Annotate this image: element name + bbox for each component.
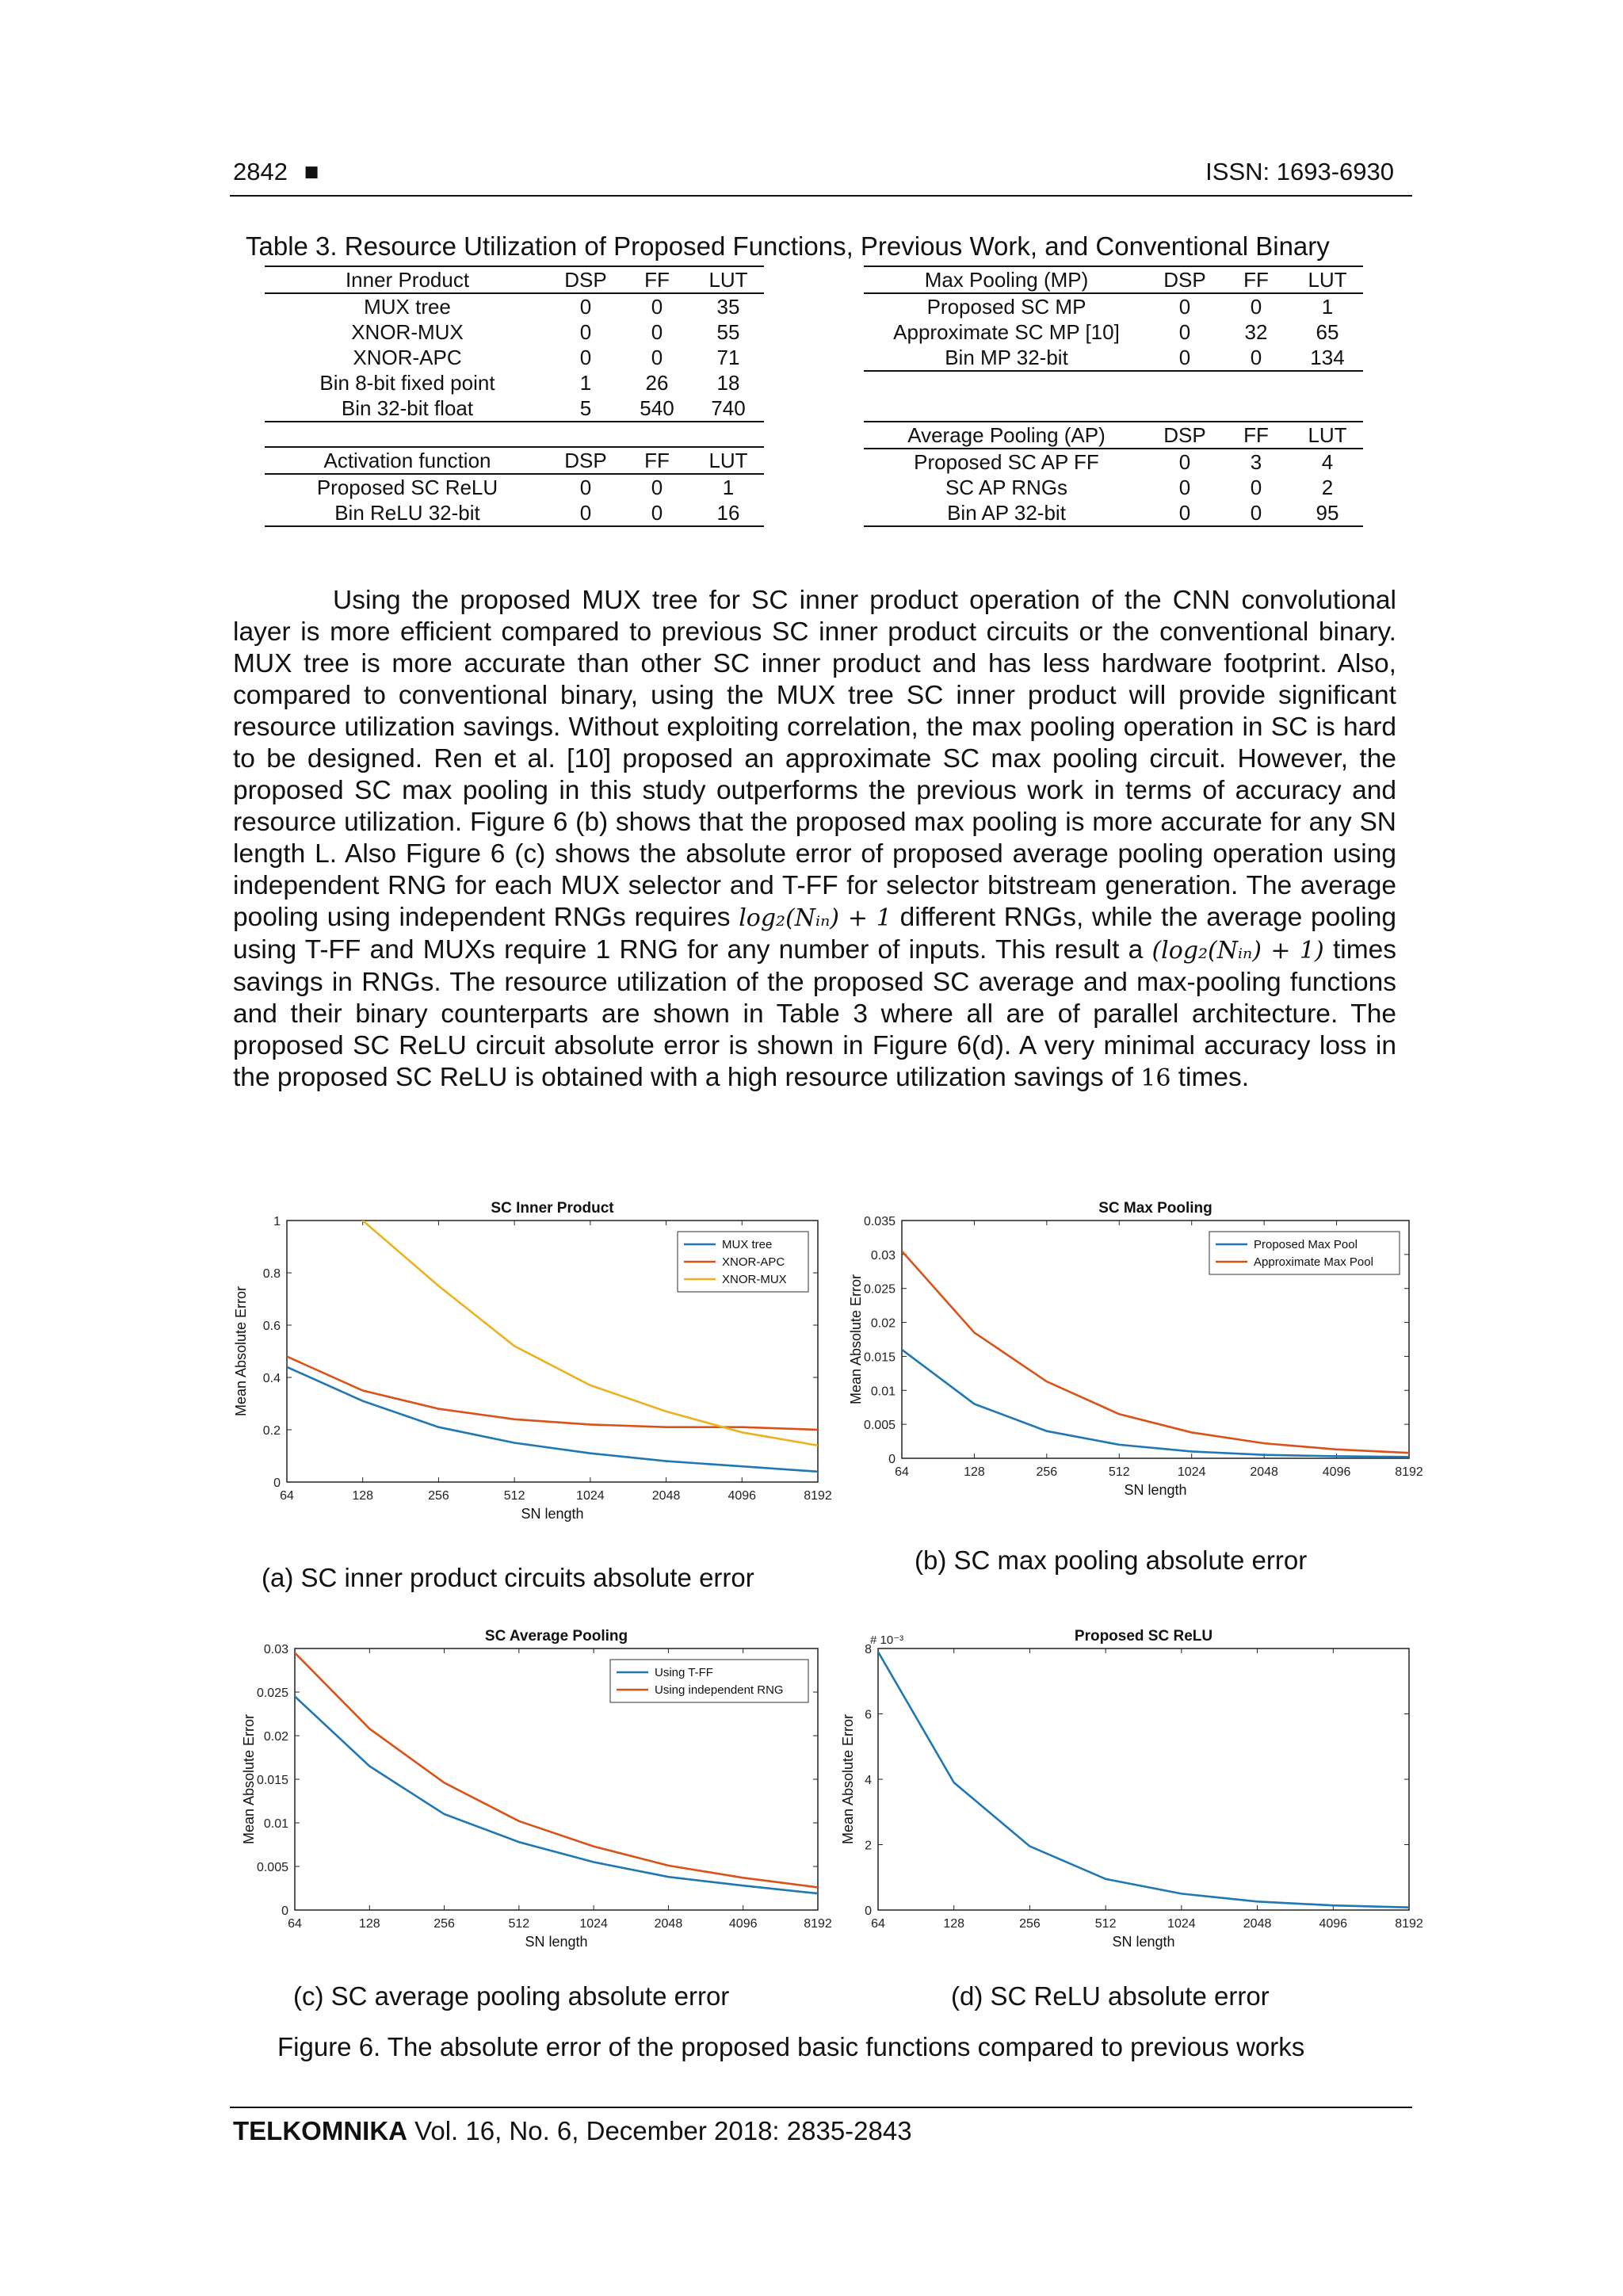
subcaption-c: (c) SC average pooling absolute error [293,1981,730,2011]
x-axis-label: SN length [521,1506,584,1522]
x-tick-label: 256 [428,1489,449,1503]
table-cell: 95 [1292,500,1363,526]
x-tick-label: 128 [943,1917,965,1931]
body-text-2: different RNGs, while the average pooling using T-FF and MUXs require 1 RNG for any number of inputs. This result a [233,903,1396,965]
y-tick-label: 0 [865,1904,872,1918]
issn: ISSN: 1693-6930 [1205,158,1394,185]
avg-pooling-table [864,421,1363,527]
x-tick-label: 256 [433,1917,455,1931]
footer [233,2116,912,2146]
y-tick-label: 0.005 [863,1419,896,1433]
x-tick-label: 4096 [1322,1465,1351,1479]
y-tick-label: 0.035 [863,1215,896,1228]
table-cell: 26 [645,371,669,395]
table-header: LUT [693,266,764,293]
table-row [265,319,764,345]
y-axis-label: Mean Absolute Error [848,1274,864,1405]
y-tick-label: 0.03 [263,1643,288,1656]
x-tick-label: 512 [1094,1917,1117,1931]
x-axis-label: SN length [1112,1934,1175,1950]
y-tick-label: 0.2 [262,1424,281,1438]
table-row [265,345,764,370]
legend-label: XNOR-APC [722,1255,785,1269]
table-cell: 0 [579,346,592,369]
x-tick-label: 1024 [1167,1917,1196,1931]
legend-label: Proposed Max Pool [1254,1238,1358,1251]
y-tick-label: 4 [865,1774,872,1787]
table-cell: 0 [1178,320,1191,344]
table-cell: Proposed SC MP [926,295,1086,319]
table-cell: Proposed SC ReLU [316,476,498,499]
table-header: DSP [550,266,621,293]
x-tick-label: 8192 [804,1917,832,1931]
chart-title: SC Max Pooling [1098,1200,1212,1217]
table-cell: 0 [579,476,592,499]
x-tick-label: 128 [358,1917,380,1931]
table-row [864,345,1363,371]
y-tick-label: 0.005 [256,1861,288,1874]
x-tick-label: 64 [895,1465,909,1479]
x-tick-label: 512 [503,1489,525,1503]
x-tick-label: 64 [280,1489,294,1503]
x-tick-label: 4096 [727,1489,757,1503]
table-cell: 0 [1178,295,1191,319]
table-cell: MUX tree [364,295,451,319]
table-cell: 1 [1321,295,1334,319]
subcaption-a: (a) SC inner product circuits absolute error [262,1563,754,1592]
table-cell: 18 [716,371,740,395]
table-row [864,293,1363,319]
math-log-expression: log₂(Nᵢₙ) + 1 [739,904,892,932]
legend-label: Using T-FF [655,1666,713,1679]
table-row [864,475,1363,500]
table-header: FF [621,447,693,474]
table-cell: Proposed SC AP FF [914,450,1099,474]
legend-label: MUX tree [722,1238,773,1251]
y-tick-label: 8 [865,1643,872,1656]
figure-caption: Figure 6. The absolute error of the proposed basic functions compared to previous works [277,2032,1305,2061]
table-cell: 4 [1321,450,1334,474]
footer-details: Vol. 16, No. 6, December 2018: 2835-2843 [407,2116,912,2145]
x-tick-label: 64 [871,1917,885,1931]
x-tick-label: 2048 [651,1489,681,1503]
x-tick-label: 2048 [1243,1917,1272,1931]
y-tick-label: 6 [865,1708,872,1722]
table-cell: 540 [621,395,693,422]
table-header: DSP [1149,422,1220,449]
table-cell: 0 [651,295,663,319]
y-tick-label: 0.4 [262,1372,281,1385]
table-cell: 0 [550,500,621,526]
x-tick-label: 128 [352,1489,374,1503]
table-cell: 3 [1250,450,1262,474]
chart-d [838,1617,1425,1962]
table-cell: SC AP RNGs [945,476,1068,499]
x-tick-label: 4096 [1319,1917,1348,1931]
table-header: FF [1220,422,1292,449]
table-header: LUT [693,447,764,474]
page-number [233,158,319,186]
table-cell: 0 [621,500,693,526]
table-cell: 0 [651,346,663,369]
y-tick-label: 0.8 [262,1267,281,1281]
table-header: Inner Product [265,266,550,293]
table-cell: 0 [1220,500,1292,526]
legend-label: Using independent RNG [655,1683,784,1697]
chart-title: SC Average Pooling [484,1628,628,1645]
table-row [265,370,764,395]
table-cell: XNOR-MUX [351,320,464,344]
x-tick-label: 64 [288,1917,302,1931]
table-row [864,319,1363,345]
table-header: LUT [1292,266,1363,293]
x-tick-label: 1024 [579,1917,608,1931]
math-log-expression-2: (log₂(Nᵢₙ) + 1) [1151,937,1324,965]
y-tick-label: 0.025 [863,1282,896,1297]
body-text-1: Using the proposed MUX tree for SC inner product operation of the CNN convolutional layer is more efficient compared to previous SC inner product circuits or the conventional binary. MUX tree is more accurate than other SC inner product and has less hardware footprint. Also, compared to conventional binary, using the MUX tree SC inner product will provide significant resource utilization savings. Without exploiting correlation, the max pooling operation in SC is hard to be designed. Ren et al. [10] proposed an approximate SC max pooling circuit. However, the proposed SC max pooling in this study outperforms the previous work in terms of accuracy and resource utilization. Figure 6 (b) shows that the proposed max pooling is more accurate for any SN length L. Also Figure 6 (c) shows the absolute error of proposed average pooling operation using independent RNG for each MUX selector and T-FF for selector bitstream generation. The average pooling using independent RNGs requires [233,586,1396,932]
table-cell: Bin 8-bit fixed point [319,371,495,395]
chart-b [838,1189,1425,1526]
y-axis-label: Mean Absolute Error [840,1713,856,1845]
x-tick-label: 8192 [1395,1917,1423,1931]
table-cell: Bin ReLU 32-bit [265,500,550,526]
table-header: DSP [1149,266,1220,293]
chart-a-svg [231,1189,834,1538]
table-cell: 71 [716,346,740,369]
max-pooling-table [864,266,1363,372]
x-tick-label: 128 [964,1465,985,1479]
table-cell: 35 [716,295,740,319]
table-row [265,293,764,319]
table-cell: 65 [1316,320,1339,344]
body-text-4: times. [1178,1063,1250,1092]
chart-b-svg [838,1189,1425,1522]
table-row [265,395,764,422]
footer-journal: TELKOMNIKA [233,2116,407,2145]
y-tick-label: 0 [273,1477,281,1490]
table-cell: 134 [1292,345,1363,371]
table-cell: 16 [693,500,764,526]
y-exponent-label: # 10⁻³ [870,1633,904,1647]
body-paragraph [233,585,1396,1095]
y-axis-label: Mean Absolute Error [233,1286,249,1417]
table-cell: 0 [651,476,663,499]
header-rule [230,195,1412,197]
table-header: FF [621,266,693,293]
table-cell: 0 [1149,345,1220,371]
table-header: DSP [550,447,621,474]
table-cell: 55 [716,320,740,344]
table-cell: 2 [1321,476,1334,499]
x-tick-label: 8192 [804,1489,832,1503]
y-tick-label: 1 [273,1215,281,1228]
table-cell: 5 [550,395,621,422]
table-cell: 0 [579,320,592,344]
y-tick-label: 0.015 [863,1350,896,1365]
table-cell: 0 [1178,450,1191,474]
x-tick-label: 256 [1019,1917,1041,1931]
x-axis-label: SN length [525,1934,588,1950]
x-tick-label: 512 [1108,1465,1130,1479]
x-tick-label: 8192 [1395,1465,1423,1479]
table-cell: 0 [1220,345,1292,371]
page-number-text: 2842 [233,158,288,185]
table-cell: 0 [1149,500,1220,526]
x-axis-label: SN length [1124,1482,1187,1498]
table-cell: 740 [693,395,764,422]
table-cell: 32 [1244,320,1268,344]
table-cell: 0 [1250,476,1262,499]
table-cell: 0 [579,295,592,319]
chart-d-svg [838,1617,1425,1958]
math-number: 16 [1140,1064,1171,1092]
table-cell: XNOR-APC [353,346,462,369]
table-row [864,500,1363,526]
y-tick-label: 2 [865,1839,872,1853]
chart-c-svg [231,1617,834,1958]
table-cell: 0 [1178,476,1191,499]
inner-product-table [265,266,764,422]
chart-c [231,1617,834,1962]
x-tick-label: 1024 [576,1489,605,1503]
table-header: Average Pooling (AP) [864,422,1149,449]
table-row [864,449,1363,475]
plot-area [878,1648,1409,1910]
y-tick-label: 0 [888,1453,896,1466]
footer-rule [230,2107,1412,2108]
x-tick-label: 1024 [1177,1465,1206,1479]
y-tick-label: 0.03 [870,1248,896,1263]
table-row [265,474,764,500]
y-tick-label: 0.6 [262,1320,281,1333]
table-caption: Table 3. Resource Utilization of Proposed Functions, Previous Work, and Conventional Binary [246,231,1330,261]
y-tick-label: 0.01 [870,1385,896,1399]
subcaption-b: (b) SC max pooling absolute error [915,1545,1308,1575]
chart-title: Proposed SC ReLU [1074,1628,1213,1645]
y-axis-label: Mean Absolute Error [241,1713,257,1845]
table-cell: Bin MP 32-bit [864,345,1149,371]
table-header: LUT [1292,422,1363,449]
x-tick-label: 4096 [728,1917,758,1931]
body-text-3: times savings in RNGs. The resource utilization of the proposed SC average and max-pooling functions and their binary counterparts are shown in Table 3 where all are of parallel architecture. The proposed SC ReLU circuit absolute error is shown in Figure 6(d). A very minimal accuracy loss in the proposed SC ReLU is obtained with a high resource utilization savings of [233,935,1396,1092]
y-tick-label: 0.025 [256,1687,288,1700]
table-cell: Bin AP 32-bit [864,500,1149,526]
x-tick-label: 2048 [1250,1465,1278,1479]
table-row [265,500,764,526]
table-header: Max Pooling (MP) [864,266,1149,293]
table-cell: 0 [1250,295,1262,319]
chart-title: SC Inner Product [491,1200,614,1217]
activation-table [265,446,764,527]
legend-label: XNOR-MUX [722,1273,787,1286]
chart-a [231,1189,834,1541]
legend-label: Approximate Max Pool [1254,1255,1373,1269]
table-cell: 0 [651,320,663,344]
y-tick-label: 0 [281,1904,288,1918]
y-tick-label: 0.01 [263,1817,288,1831]
table-cell: 1 [579,371,592,395]
y-tick-label: 0.02 [263,1730,288,1744]
y-tick-label: 0.02 [870,1316,896,1331]
y-tick-label: 0.015 [256,1774,288,1787]
table-header: FF [1220,266,1292,293]
table-cell: Bin 32-bit float [265,395,550,422]
x-tick-label: 512 [508,1917,530,1931]
table-cell: Approximate SC MP [10] [893,320,1120,344]
table-header: Activation function [265,447,550,474]
table-cell: 1 [722,476,735,499]
subcaption-d: (d) SC ReLU absolute error [951,1981,1270,2011]
x-tick-label: 2048 [654,1917,683,1931]
header-square: ■ [304,158,319,185]
x-tick-label: 256 [1036,1465,1058,1479]
